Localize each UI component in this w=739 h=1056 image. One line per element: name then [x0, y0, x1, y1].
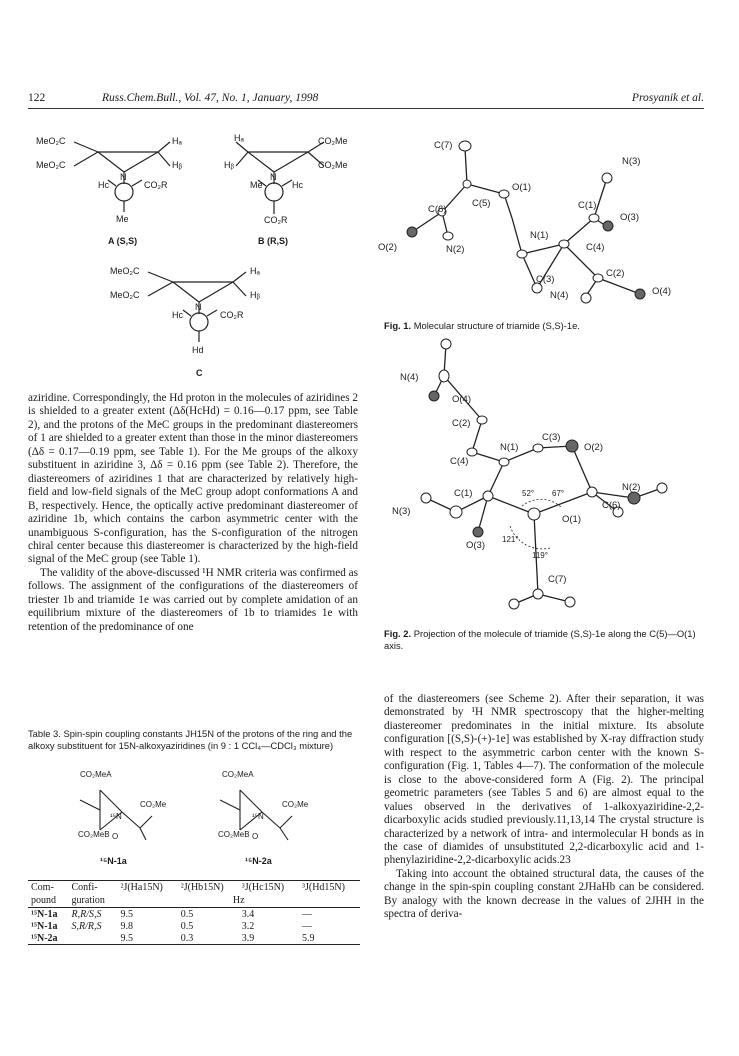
label-n: N [120, 172, 127, 182]
structure-b-label: B (R,S) [258, 236, 288, 246]
label-hc: Hc [292, 180, 303, 190]
atom-label: C(5) [472, 198, 491, 209]
paragraph: of the diastereomers (see Scheme 2). After their separation, it was demonstrated by ¹H NMR spectroscopy that the higher-melting diastereomer predominates in the initial mixture. Its absolute configuration [(S,S)-(+)-1e] was established by X-ray diffraction study with respect to the asymmetric carbon center with the known S-configuration (Fig. 1, Tables 4—7). The conformation of the molecule is close to the above-considered form A (Fig. 2). The principal geometric parameters (see Tables 5 and 6) are almost equal to the values observed in the derivatives of 1-alkoxyaziridine-2,2-dicarboxylic acids studied previously.11,13,14 The crystal structure is characterized by a network of intra- and intermolecular H bonds as in the case of diamides of unsubstituted 2,2-dicarboxylic acid and 1-phenylaziridine-2,2-dicarboxylic acids.23 [384, 693, 704, 867]
atom-label: O(1) [512, 182, 531, 193]
label-co2me: CO₂Me [318, 160, 348, 170]
label-ha: Hₐ [234, 133, 244, 143]
cell-value: 0.3 [178, 932, 239, 945]
col-header-3jhc: ³J(Hc15N) [239, 881, 299, 895]
cell-config [69, 932, 118, 945]
atom-label: C(3) [542, 432, 561, 443]
label-co2mea: CO₂MeA [80, 770, 112, 779]
cell-value: 3.2 [241, 920, 255, 932]
col-header-config-2: guration [69, 894, 118, 908]
cell-value: 9.5 [120, 908, 133, 920]
label-me: Me [250, 180, 263, 190]
cell-value: 0.5 [180, 908, 194, 920]
label-ester: MeO₂C [110, 266, 140, 276]
atom-label: C(2) [452, 418, 471, 429]
label-hc: Hc [98, 180, 109, 190]
figure2-projection [372, 336, 707, 621]
cell-config: S,R/R,S [71, 920, 102, 932]
paragraph: Taking into account the obtained structural data, the causes of the change in the spin-spin coupling constant 2JHaHb can be considered. By analogy with the known decrease in the values of 2JHH in the spectra of deriva- [384, 867, 704, 921]
figure1-molecular-structure [372, 126, 707, 316]
atom-label: N(2) [446, 244, 465, 255]
label-co2me: CO₂Me [140, 800, 167, 809]
atom-label: C(6) [428, 204, 447, 215]
figure2-caption-text: Projection of the molecule of triamide (S,S)-1e along the C(5)—O(1) axis. [384, 628, 696, 651]
atom-label: C(7) [434, 140, 453, 151]
table3-structures [60, 770, 350, 870]
col-header-unit: Hz [117, 894, 360, 908]
atom-label: N(1) [530, 230, 549, 241]
struct-15n-2a: ¹⁵N-2a [245, 856, 272, 866]
atom-label: O(1) [562, 514, 581, 525]
label-o: O [252, 832, 259, 841]
col-header-2jha: ²J(Ha15N) [117, 881, 177, 895]
running-authors: Prosyanik et al. [631, 92, 704, 104]
atom-label: C(2) [606, 268, 625, 279]
col-header-3jhd: ³J(Hd15N) [299, 881, 360, 895]
label-hb: Hᵦ [250, 290, 260, 300]
atom-label: C(3) [536, 274, 555, 285]
journal-citation: Russ.Chem.Bull., Vol. 47, No. 1, January, 1998 [102, 92, 319, 104]
col-header-2jhb: ²J(Hb15N) [178, 881, 239, 895]
atom-label: N(2) [622, 482, 641, 493]
figure2-caption [384, 628, 704, 651]
atom-label: N(3) [392, 506, 411, 517]
atom-label: N(4) [550, 290, 569, 301]
label-co2r: CO₂R [264, 215, 288, 225]
label-ester: MeO₂C [36, 160, 66, 170]
structure-a-label: A (S,S) [108, 236, 138, 246]
label-co2meb: CO₂MeB [78, 830, 110, 839]
structure-c-label: C [196, 368, 203, 378]
left-column-text [28, 392, 358, 634]
label-ha: Hₐ [172, 136, 182, 146]
label-n: N [270, 172, 277, 182]
label-hb: Hᵦ [172, 160, 182, 170]
figure1-caption-text: Molecular structure of triamide (S,S)-1e. [413, 320, 580, 331]
atom-label: C(4) [586, 242, 605, 253]
angle-label: 121° [502, 535, 519, 544]
cell-value: — [301, 920, 312, 932]
cell-value: 9.5 [117, 932, 177, 945]
label-hd: Hd [192, 345, 204, 355]
table-row [28, 908, 360, 921]
table-row [28, 920, 360, 932]
atom-label: C(7) [548, 574, 567, 585]
label-co2mea: CO₂MeA [222, 770, 254, 779]
cell-compound: ¹⁵N-2a [28, 932, 69, 945]
atom-label: O(2) [378, 242, 397, 253]
atom-label: O(2) [584, 442, 603, 453]
col-header-compound-2: pound [28, 894, 69, 908]
label-n15: ¹⁵N [110, 812, 122, 821]
label-co2r: CO₂R [220, 310, 244, 320]
label-hc: Hc [172, 310, 183, 320]
cell-value: 0.5 [180, 920, 194, 932]
label-co2me: CO₂Me [318, 136, 348, 146]
label-co2meb: CO₂MeB [218, 830, 250, 839]
structures-abc [28, 122, 368, 382]
running-header [28, 92, 704, 109]
label-ha: Hₐ [250, 266, 260, 276]
page-number: 122 [28, 92, 46, 104]
atom-label: C(1) [454, 488, 473, 499]
label-ester: MeO₂C [36, 136, 66, 146]
label-hb: Hᵦ [224, 160, 234, 170]
label-n: N [195, 302, 202, 312]
atom-label: C(1) [578, 200, 597, 211]
atom-label: O(3) [620, 212, 639, 223]
cell-compound: ¹⁵N-1a [31, 908, 58, 920]
right-column-text [384, 693, 704, 922]
table-header-row [28, 881, 360, 895]
label-o: O [112, 832, 119, 841]
atom-label: C(4) [450, 456, 469, 467]
col-header-config: Confi- [69, 881, 118, 895]
label-ester: MeO₂C [110, 290, 140, 300]
label-me: Me [116, 214, 129, 224]
atom-label: N(4) [400, 372, 419, 383]
label-co2r: CO₂R [144, 180, 168, 190]
atom-label: N(1) [500, 442, 519, 453]
struct-15n-1a: ¹⁵N-1a [100, 856, 127, 866]
figure1-caption-label: Fig. 1. [384, 320, 412, 331]
atom-label: O(3) [466, 540, 485, 551]
atom-label: C(6) [602, 500, 621, 511]
angle-label: 67° [552, 489, 565, 498]
cell-value: — [301, 908, 312, 920]
cell-compound: ¹⁵N-1a [31, 920, 58, 932]
cell-config: R,R/S,S [71, 908, 102, 920]
angle-label: 52° [522, 489, 535, 498]
atom-label: N(3) [622, 156, 641, 167]
cell-value: 3.9 [239, 932, 299, 945]
atom-label: O(4) [452, 394, 471, 405]
table3-caption: Table 3. Spin-spin coupling constants JH15N of the protons of the ring and the alkoxy substituent for 15N-alkoxyaziridines (in 9 : 1 CCl₄—CDCl₃ mixture) [28, 728, 353, 751]
paragraph: The validity of the above-discussed ¹H NMR criteria was confirmed as follows. The assignment of the configurations of the diastereomers of triester 1b and triamide 1e was carried out by complete amidation of an equilibrium mixture of the diastereomers of 1b to triamides 1e with retention of the predominance of one [28, 566, 358, 633]
cell-value: 5.9 [299, 932, 360, 945]
table3 [28, 880, 360, 945]
angle-label: 119° [532, 551, 548, 560]
label-co2me: CO₂Me [282, 800, 309, 809]
atom-label: O(4) [652, 286, 671, 297]
label-n15: ¹⁵N [252, 812, 264, 821]
table-header-row [28, 894, 360, 908]
cell-value: 9.8 [120, 920, 133, 932]
figure1-caption [384, 320, 704, 332]
figure2-caption-label: Fig. 2. [384, 628, 412, 639]
table-row [28, 932, 360, 945]
col-header-compound: Com- [28, 881, 69, 895]
cell-value: 3.4 [241, 908, 255, 920]
paragraph: aziridine. Correspondingly, the Hd proton in the molecules of aziridines 2 is shielded to a greater extent (Δδ(HcHd) = 0.16—0.17 ppm, see Table 2), and the protons of the MeC groups in the predominant diastereomers of 1 are shielded to a greater extent than those in the minor diastereomers (Δδ = 0.17—0.19 ppm, see Table 1). For the Me groups of the alkoxy substituent in aziridine 3, Δδ = 0.16 ppm (see Table 2). Therefore, the diastereomers of aziridines 1 that are characterized by relatively high-field and low-field signals of the MeC group adopt conformations A and B, respectively. Hence, the optically active predominant diastereomer of aziridine 1b, which contains the carbon asymmetric center with the unambiguous S-configuration, has the S-configuration of the nitrogen chiral center because this diastereomer is characterized by the high-field signal of the MeC group (see Table 1). [28, 392, 358, 566]
